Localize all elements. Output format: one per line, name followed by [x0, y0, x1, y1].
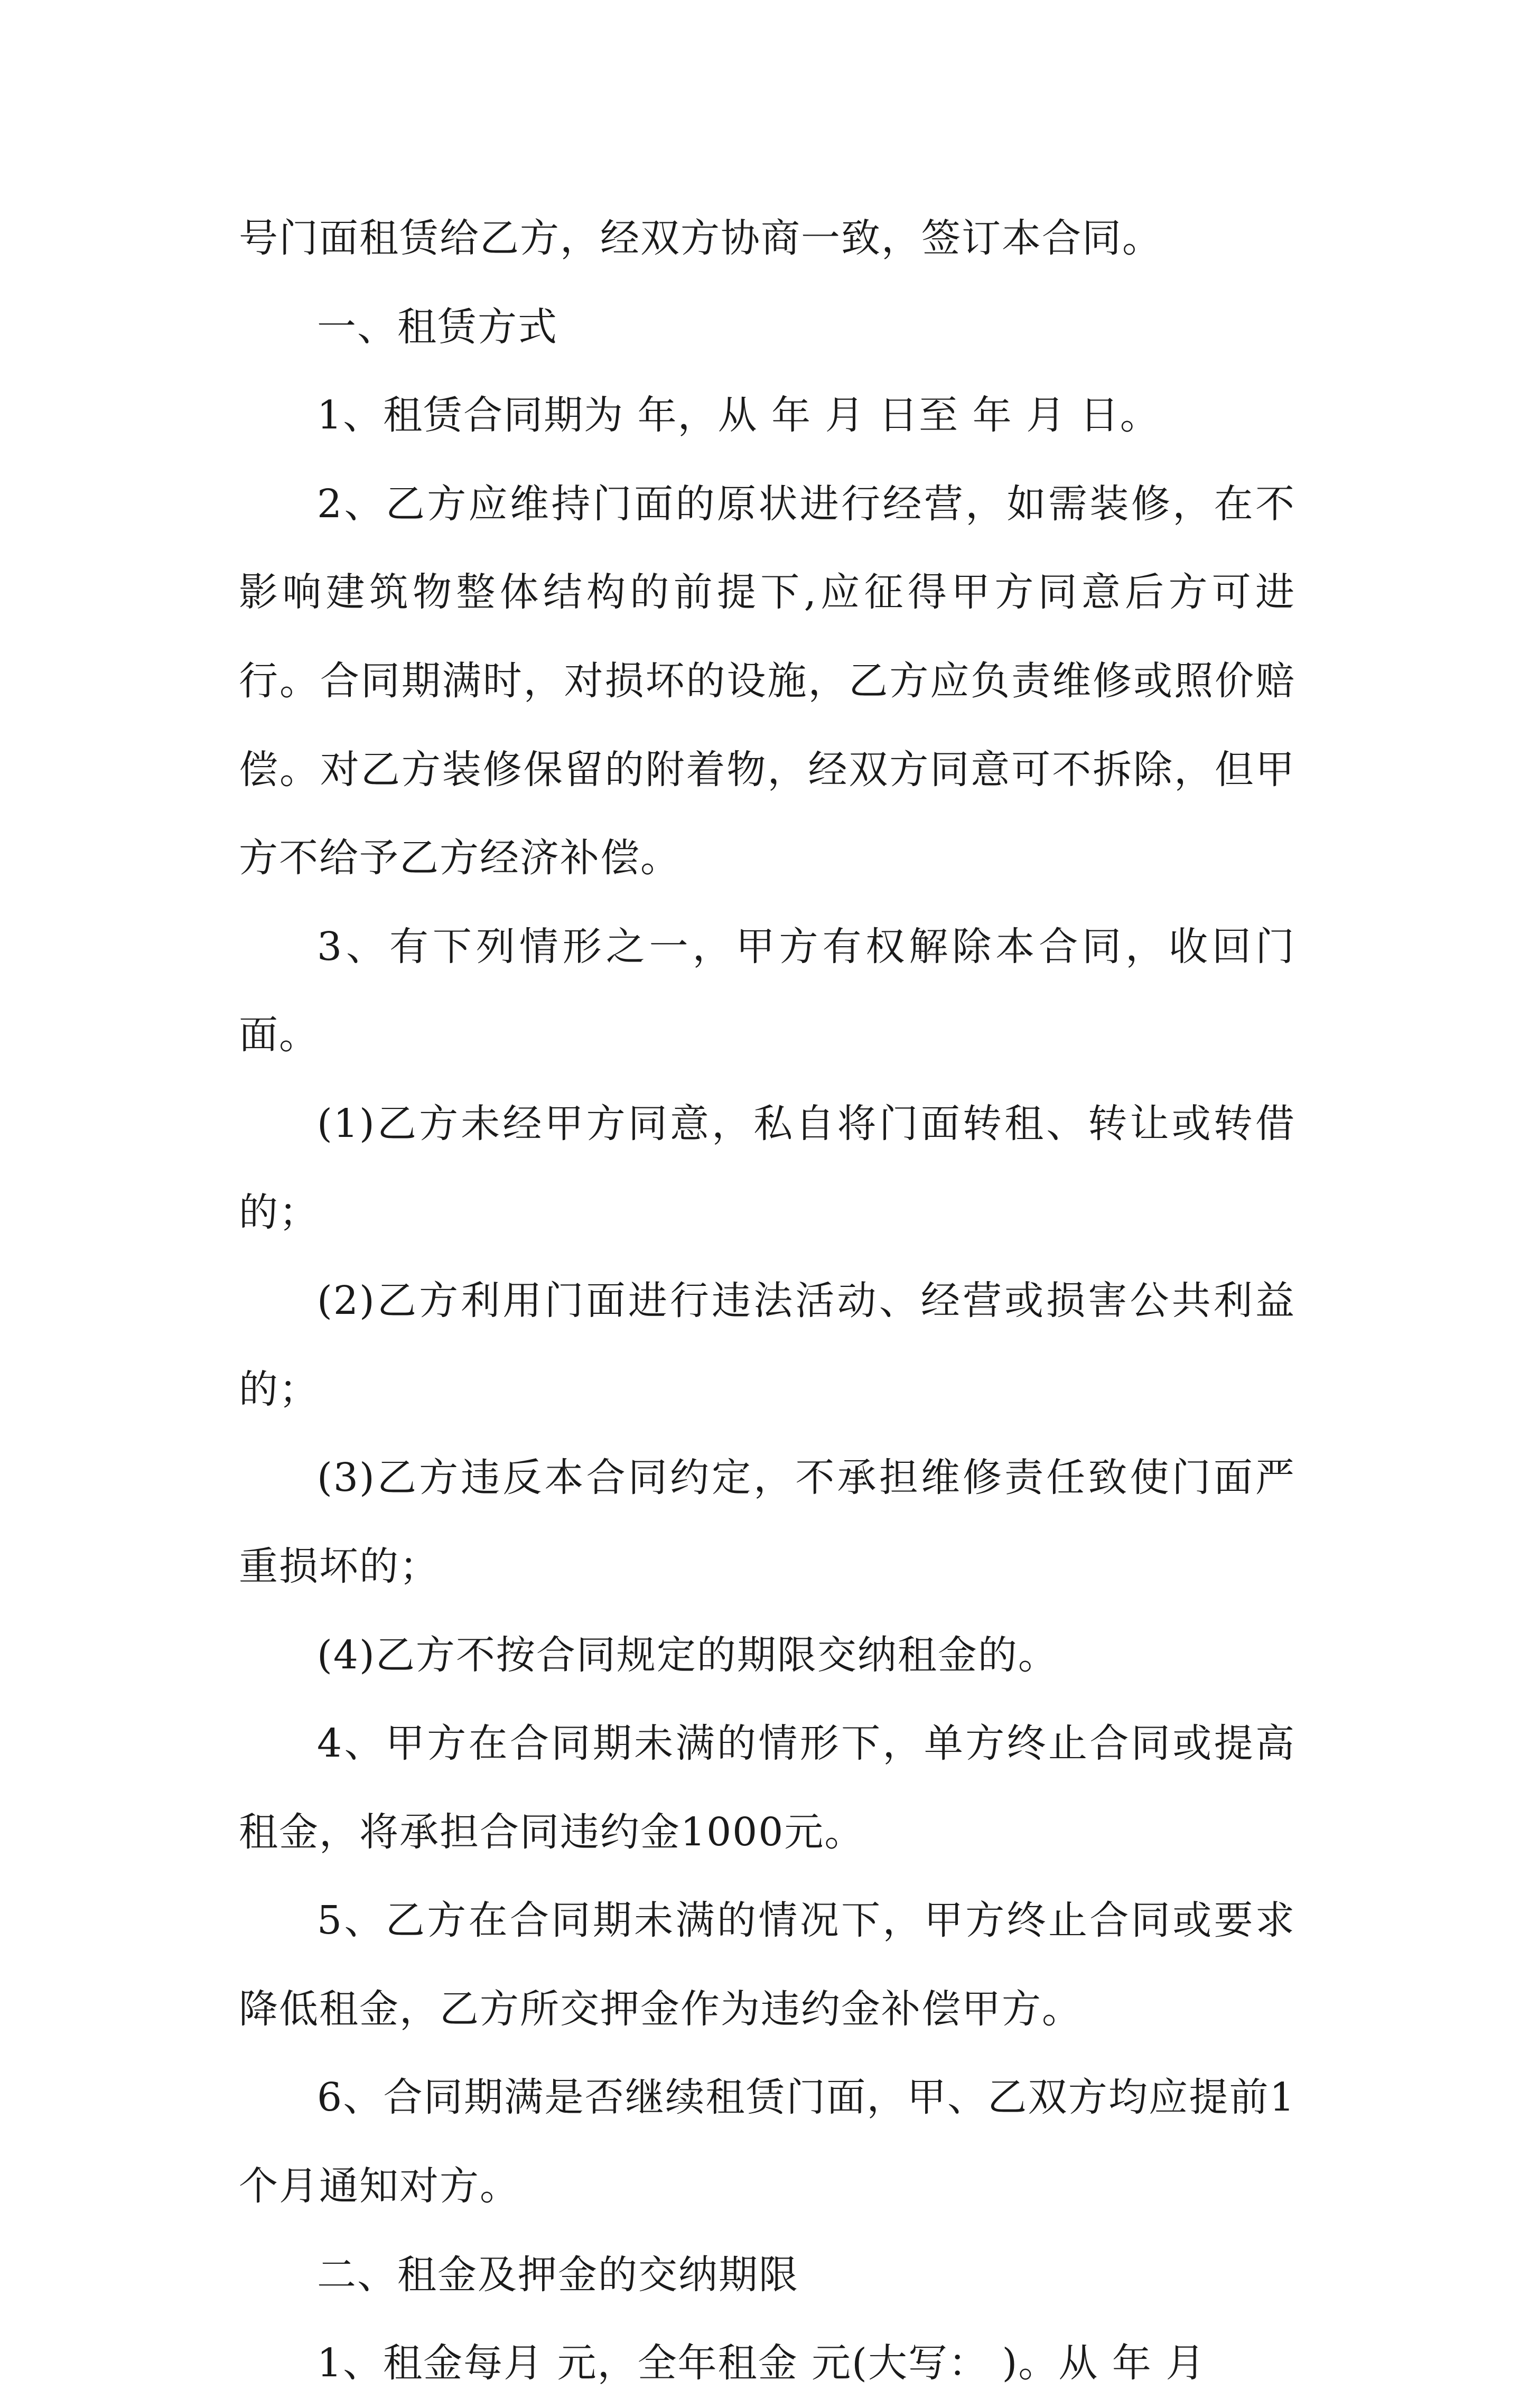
condition-2-illegal-activity: (2)乙方利用门面进行违法活动、经营或损害公共利益的；: [239, 1278, 1295, 1412]
condition-4-late-rent: (4)乙方不按合同规定的期限交纳租金的。: [317, 1632, 1058, 1678]
clause-2-renovation: 2、乙方应维持门面的原状进行经营，如需装修，在不影响建筑物整体结构的前提下,应征得甲方同意后方可进行。合同期满时，对损坏的设施，乙方应负责维修或照价赔偿。对乙方装修保留的附着物，经双方同意可不拆除，但甲方不给予乙方经济补偿。: [239, 481, 1295, 881]
section-heading-rent-deposit: 二、租金及押金的交纳期限: [317, 2252, 799, 2298]
condition-1-sublease: (1)乙方未经甲方同意，私自将门面转租、转让或转借的；: [239, 1100, 1295, 1235]
contract-body: [239, 194, 1295, 2408]
clause-5-tenant-breach: 5、乙方在合同期未满的情况下，甲方终止合同或要求降低租金，乙方所交押金作为违约金补偿甲方。: [239, 1898, 1295, 2032]
clause-4-landlord-breach: 4、甲方在合同期未满的情形下，单方终止合同或提高租金，将承担合同违约金1000元。: [239, 1721, 1295, 1855]
paragraph-continuation: 号门面租赁给乙方，经双方协商一致，签订本合同。: [239, 216, 1162, 261]
rent-clause-1-monthly-rent: 1、租金每月 元，全年租金 元(大写： )。从 年 月: [317, 2340, 1206, 2386]
clause-1-lease-term: 1、租赁合同期为 年，从 年 月 日至 年 月 日。: [317, 393, 1160, 438]
section-heading-lease-method: 一、租赁方式: [317, 304, 558, 350]
clause-6-renewal-notice: 6、合同期满是否继续租赁门面，甲、乙双方均应提前1个月通知对方。: [239, 2075, 1295, 2209]
condition-3-damage: (3)乙方违反本合同约定，不承担维修责任致使门面严重损坏的；: [239, 1455, 1295, 1589]
clause-3-termination-conditions: 3、有下列情形之一，甲方有权解除本合同，收回门面。: [239, 923, 1295, 1058]
